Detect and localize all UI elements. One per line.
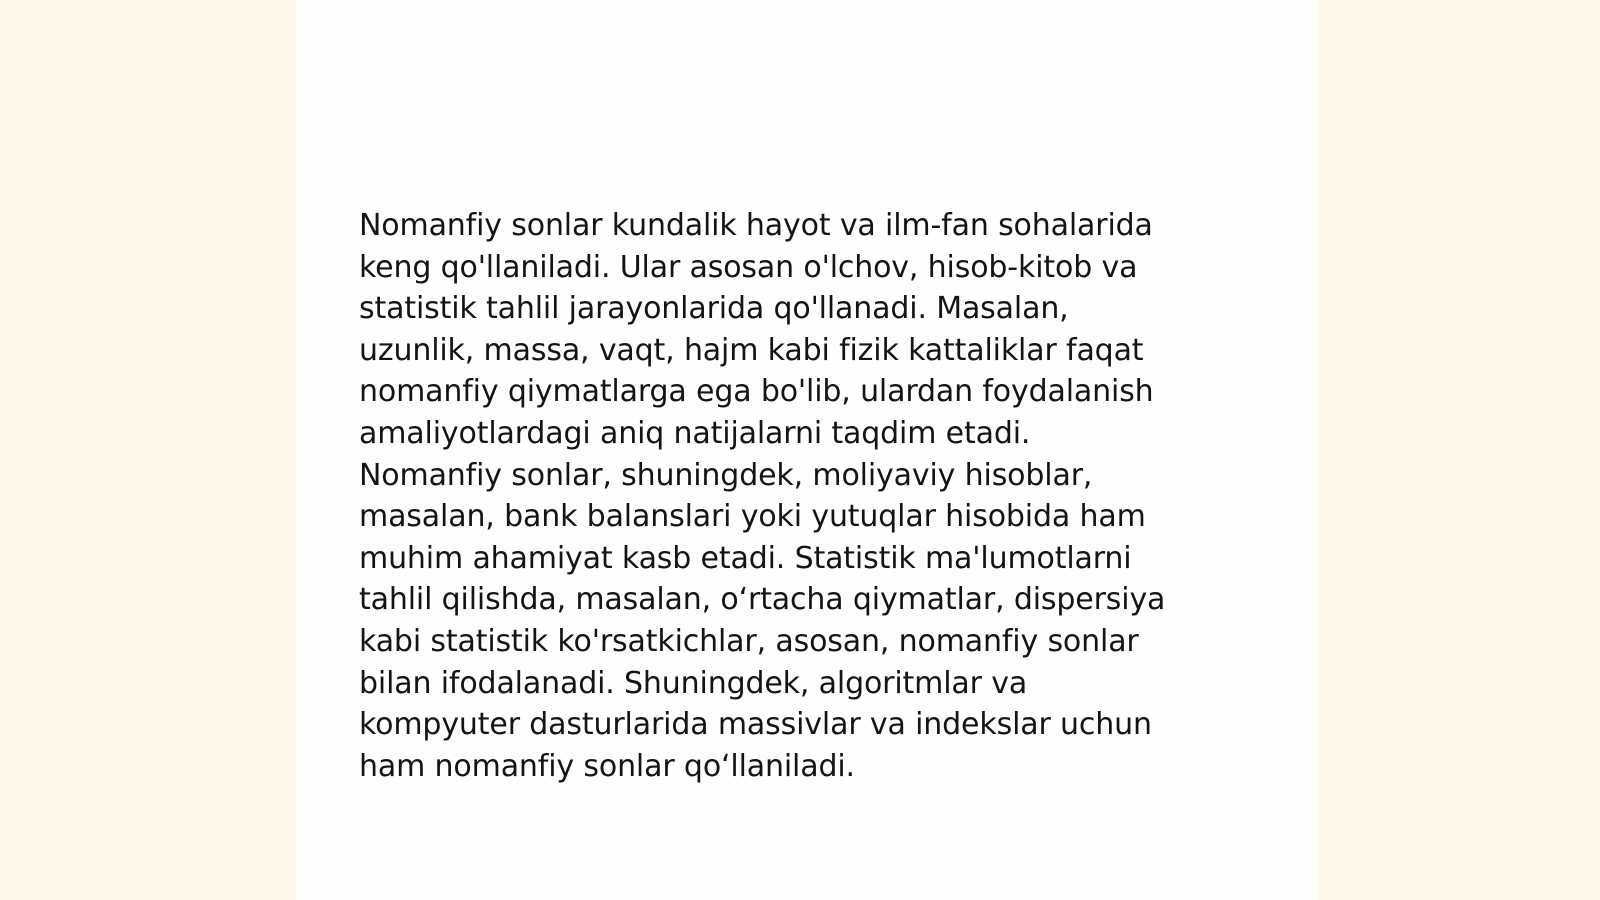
body-paragraph: Nomanfiy sonlar kundalik hayot va ilm-fan sohalarida keng qo'llaniladi. Ular asosan o'lchov, hisob-kitob va statistik tahlil jarayonlarida qo'llanadi. Masalan, uzunlik, massa, vaqt, hajm kabi fizik kattaliklar faqat nomanfiy qiymatlarga ega bo'lib, ulardan foydalanish amaliyotlardagi aniq natijalarni taqdim etadi. Nomanfiy sonlar, shuningdek, moliyaviy hisoblar, masalan, bank balanslari yoki yutuqlar hisobida ham muhim ahamiyat kasb etadi. Statistik ma'lumotlarni tahlil qilishda, masalan, o‘rtacha qiymatlar, dispersiya kabi statistik ko'rsatkichlar, asosan, nomanfiy sonlar bilan ifodalanadi. Shuningdek, algoritmlar va kompyuter dasturlarida massivlar va indekslar uchun ham nomanfiy sonlar qo‘llaniladi. xyxy=(359,208,1166,784)
document-page xyxy=(296,0,1318,900)
